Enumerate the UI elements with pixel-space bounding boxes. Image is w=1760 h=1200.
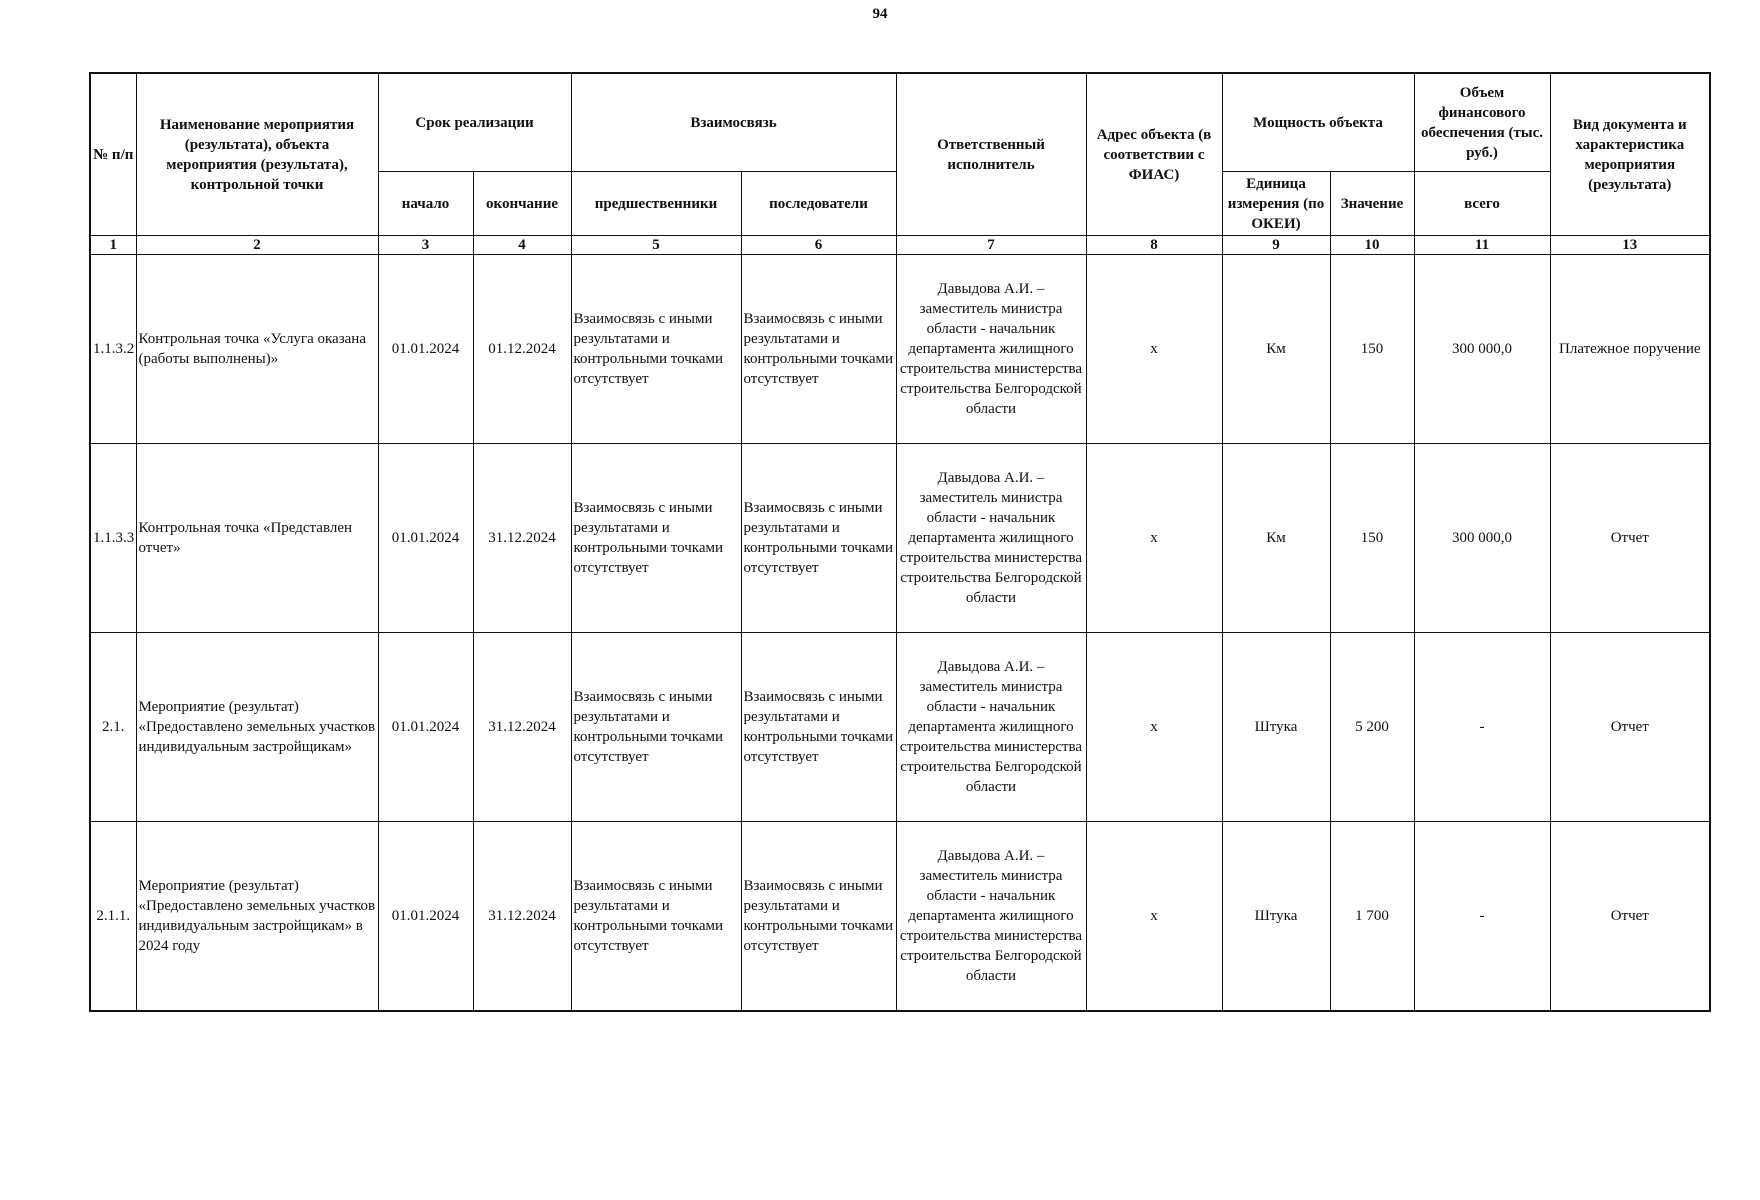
cell-num: 2.1. xyxy=(90,633,136,822)
cell-responsible: Давыдова А.И. – заместитель министра области - начальник департамента жилищного строительства министерства строительства Белгородской области xyxy=(896,822,1086,1012)
cell-end: 31.12.2024 xyxy=(473,444,571,633)
column-number: 11 xyxy=(1414,236,1550,255)
header-doc: Вид документа и характеристика мероприятия (результата) xyxy=(1550,73,1710,236)
column-number: 9 xyxy=(1222,236,1330,255)
cell-pred: Взаимосвязь с иными результатами и контрольными точками отсутствует xyxy=(571,444,741,633)
header-responsible: Ответственный исполнитель xyxy=(896,73,1086,236)
header-address: Адрес объекта (в соответствии с ФИАС) xyxy=(1086,73,1222,236)
cell-total: - xyxy=(1414,822,1550,1012)
column-number: 3 xyxy=(378,236,473,255)
cell-num: 1.1.3.3 xyxy=(90,444,136,633)
plan-table xyxy=(89,72,1711,1012)
cell-value: 5 200 xyxy=(1330,633,1414,822)
cell-name: Контрольная точка «Услуга оказана (работы выполнены)» xyxy=(136,255,378,444)
cell-unit: Км xyxy=(1222,444,1330,633)
column-number: 13 xyxy=(1550,236,1710,255)
page-number: 94 xyxy=(872,6,888,22)
cell-responsible: Давыдова А.И. – заместитель министра области - начальник департамента жилищного строительства министерства строительства Белгородской области xyxy=(896,444,1086,633)
table-row xyxy=(90,822,1710,1012)
cell-start: 01.01.2024 xyxy=(378,444,473,633)
header-capacity-unit: Единица измерения (по ОКЕИ) xyxy=(1222,172,1330,236)
header-term: Срок реализации xyxy=(378,73,571,172)
header-term-end: окончание xyxy=(473,172,571,236)
cell-total: 300 000,0 xyxy=(1414,444,1550,633)
cell-address: х xyxy=(1086,633,1222,822)
header-finance: Объем финансового обеспечения (тыс. руб.) xyxy=(1414,73,1550,172)
cell-address: х xyxy=(1086,444,1222,633)
cell-succ: Взаимосвязь с иными результатами и контрольными точками отсутствует xyxy=(741,822,896,1012)
column-number: 5 xyxy=(571,236,741,255)
cell-pred: Взаимосвязь с иными результатами и контрольными точками отсутствует xyxy=(571,822,741,1012)
table-row xyxy=(90,633,1710,822)
cell-total: - xyxy=(1414,633,1550,822)
cell-address: х xyxy=(1086,255,1222,444)
cell-value: 1 700 xyxy=(1330,822,1414,1012)
cell-value: 150 xyxy=(1330,444,1414,633)
column-number: 6 xyxy=(741,236,896,255)
cell-succ: Взаимосвязь с иными результатами и контрольными точками отсутствует xyxy=(741,444,896,633)
cell-end: 31.12.2024 xyxy=(473,633,571,822)
cell-succ: Взаимосвязь с иными результатами и контрольными точками отсутствует xyxy=(741,255,896,444)
cell-num: 2.1.1. xyxy=(90,822,136,1012)
cell-doc: Платежное поручение xyxy=(1550,255,1710,444)
cell-pred: Взаимосвязь с иными результатами и контрольными точками отсутствует xyxy=(571,633,741,822)
cell-doc: Отчет xyxy=(1550,633,1710,822)
cell-unit: Штука xyxy=(1222,822,1330,1012)
cell-end: 01.12.2024 xyxy=(473,255,571,444)
header-link-succ: последователи xyxy=(741,172,896,236)
header-name: Наименование мероприятия (результата), объекта мероприятия (результата), контрольной точки xyxy=(136,73,378,236)
cell-total: 300 000,0 xyxy=(1414,255,1550,444)
cell-pred: Взаимосвязь с иными результатами и контрольными точками отсутствует xyxy=(571,255,741,444)
column-number: 2 xyxy=(136,236,378,255)
column-number: 4 xyxy=(473,236,571,255)
cell-unit: Км xyxy=(1222,255,1330,444)
header-finance-total: всего xyxy=(1414,172,1550,236)
column-number: 8 xyxy=(1086,236,1222,255)
column-number: 10 xyxy=(1330,236,1414,255)
column-number: 7 xyxy=(896,236,1086,255)
cell-responsible: Давыдова А.И. – заместитель министра области - начальник департамента жилищного строительства министерства строительства Белгородской области xyxy=(896,255,1086,444)
cell-succ: Взаимосвязь с иными результатами и контрольными точками отсутствует xyxy=(741,633,896,822)
header-term-start: начало xyxy=(378,172,473,236)
cell-num: 1.1.3.2 xyxy=(90,255,136,444)
cell-value: 150 xyxy=(1330,255,1414,444)
cell-responsible: Давыдова А.И. – заместитель министра области - начальник департамента жилищного строительства министерства строительства Белгородской области xyxy=(896,633,1086,822)
cell-unit: Штука xyxy=(1222,633,1330,822)
cell-end: 31.12.2024 xyxy=(473,822,571,1012)
cell-start: 01.01.2024 xyxy=(378,255,473,444)
cell-address: х xyxy=(1086,822,1222,1012)
header-link-pred: предшественники xyxy=(571,172,741,236)
table-row xyxy=(90,444,1710,633)
cell-name: Мероприятие (результат) «Предоставлено земельных участков индивидуальным застройщикам» в 2024 году xyxy=(136,822,378,1012)
header-capacity-value: Значение xyxy=(1330,172,1414,236)
cell-doc: Отчет xyxy=(1550,444,1710,633)
column-number: 1 xyxy=(90,236,136,255)
cell-start: 01.01.2024 xyxy=(378,822,473,1012)
cell-name: Контрольная точка «Представлен отчет» xyxy=(136,444,378,633)
table-row xyxy=(90,255,1710,444)
cell-start: 01.01.2024 xyxy=(378,633,473,822)
cell-doc: Отчет xyxy=(1550,822,1710,1012)
header-num: № п/п xyxy=(90,73,136,236)
header-link: Взаимосвязь xyxy=(571,73,896,172)
header-capacity: Мощность объекта xyxy=(1222,73,1414,172)
cell-name: Мероприятие (результат) «Предоставлено земельных участков индивидуальным застройщикам» xyxy=(136,633,378,822)
